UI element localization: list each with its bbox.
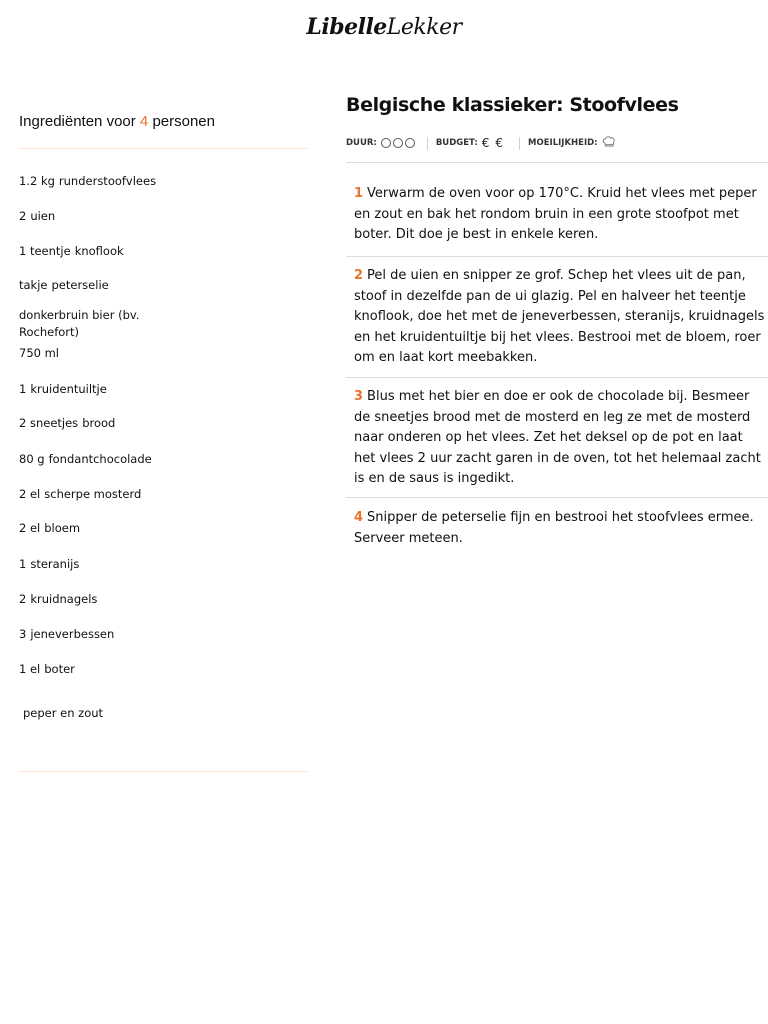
ingredient-qty: 1 teentje <box>19 244 71 258</box>
ingredient-item <box>19 415 179 432</box>
ingredient-item <box>23 705 183 722</box>
ingredient-qty: 2 <box>19 209 27 223</box>
ingredient-name: uien <box>30 209 56 223</box>
step-number: 3 <box>354 389 364 404</box>
step-number: 1 <box>354 186 364 201</box>
difficulty-label: MOEILIJKHEID: <box>528 138 598 148</box>
ingredient-qty: 750 ml <box>19 346 60 360</box>
clock-icon <box>393 138 403 148</box>
ingredient-qty: 1.2 kg <box>19 174 55 188</box>
ingredient-item <box>19 307 179 341</box>
ingredient-item <box>19 661 179 678</box>
ingredient-name: peterselie <box>51 278 109 292</box>
ingredient-name: knoflook <box>74 244 124 258</box>
ingredient-name: fondantchocolade <box>48 452 152 466</box>
euro-icon: € <box>495 136 504 150</box>
ingredients-heading-prefix: Ingrediënten voor <box>19 113 136 130</box>
ingredient-qty: 1 el <box>19 662 41 676</box>
logo-text-libelle: Libelle <box>306 14 387 40</box>
step-divider <box>346 256 768 257</box>
ingredient-item <box>19 345 179 362</box>
step-number: 2 <box>354 268 364 283</box>
ingredient-item <box>19 243 179 260</box>
ingredient-item <box>19 591 179 608</box>
ingredient-name: steranijs <box>30 557 80 571</box>
step-divider <box>346 497 768 498</box>
ingredient-name: runderstoofvlees <box>58 174 157 188</box>
ingredient-name: kruidnagels <box>30 592 98 606</box>
budget-label: BUDGET: <box>435 138 478 148</box>
ingredient-item <box>19 451 179 468</box>
recipe-title: Belgische klassieker: Stoofvlees <box>346 94 679 116</box>
recipe-meta <box>346 135 616 151</box>
ingredient-qty: 1 <box>19 557 27 571</box>
step-text: Snipper de peterselie fijn en bestrooi het stoofvlees ermee. Serveer meteen. <box>354 510 754 546</box>
meta-separator <box>427 137 428 150</box>
ingredient-item <box>19 277 179 294</box>
recipe-divider <box>346 162 768 163</box>
ingredient-qty: takje <box>19 278 48 292</box>
ingredient-name: jeneverbessen <box>30 627 115 641</box>
euro-icon: € <box>481 136 490 150</box>
meta-separator <box>519 137 520 150</box>
ingredients-divider-bottom <box>19 771 307 772</box>
ingredient-name: peper en zout <box>23 706 104 720</box>
clock-icon <box>405 138 415 148</box>
ingredient-qty: 2 sneetjes <box>19 416 79 430</box>
ingredients-heading-suffix: personen <box>152 113 215 130</box>
ingredient-item <box>19 520 179 537</box>
ingredient-qty: 2 el <box>19 521 41 535</box>
ingredient-name: scherpe mosterd <box>44 487 142 501</box>
ingredients-heading <box>19 113 215 130</box>
ingredient-item <box>19 173 179 190</box>
ingredients-divider-top <box>19 148 307 149</box>
ingredient-qty: 2 <box>19 592 27 606</box>
ingredient-item <box>19 486 179 503</box>
clock-icon <box>381 138 391 148</box>
ingredient-qty: 80 g <box>19 452 45 466</box>
ingredient-qty: 2 el <box>19 487 41 501</box>
ingredient-item <box>19 626 179 643</box>
logo-text-lekker: Lekker <box>386 15 462 40</box>
step-text: Verwarm de oven voor op 170°C. Kruid het vlees met peper en zout en bak het rondom bruin in een grote stoofpot met boter. Dit doe je best in enkele keren. <box>354 186 757 242</box>
ingredient-name: kruidentuiltje <box>30 382 107 396</box>
step-text: Pel de uien en snipper ze grof. Schep het vlees uit de pan, stoof in dezelfde pan de ui glazig. Pel en halveer het teentje knoflook, doe het met de jeneverbessen, steranijs, kruidnagels en het kruidentuiltje bij het vlees. Bestrooi met de bloem, roer om en laat kort meebakken. <box>354 268 765 365</box>
ingredient-name: boter <box>44 662 75 676</box>
persons-count: 4 <box>139 113 149 130</box>
step-divider <box>346 377 768 378</box>
ingredient-qty: 3 <box>19 627 27 641</box>
recipe-step <box>354 184 768 246</box>
step-text: Blus met het bier en doe er ook de chocolade bij. Besmeer de sneetjes brood met de mosterd en leg ze met de mosterd naar onderen op het vlees. Zet het deksel op de pot en laat het vlees 2 uur zacht garen in de oven, tot het helemaal zacht is en de saus is ingedikt. <box>354 389 761 486</box>
ingredient-name: bloem <box>44 521 81 535</box>
ingredient-item <box>19 381 179 398</box>
ingredient-item <box>19 556 179 573</box>
chef-hat-icon <box>602 136 616 151</box>
ingredient-name: donkerbruin bier (bv. Rochefort) <box>19 308 140 339</box>
step-number: 4 <box>354 510 364 525</box>
ingredient-item <box>19 208 179 225</box>
libelle-lekker-logo[interactable] <box>0 14 768 40</box>
ingredient-qty: 1 <box>19 382 27 396</box>
recipe-step <box>354 387 768 490</box>
duration-label: DUUR: <box>346 138 377 148</box>
recipe-step <box>354 266 768 369</box>
ingredient-name: brood <box>82 416 116 430</box>
recipe-step <box>354 508 768 549</box>
